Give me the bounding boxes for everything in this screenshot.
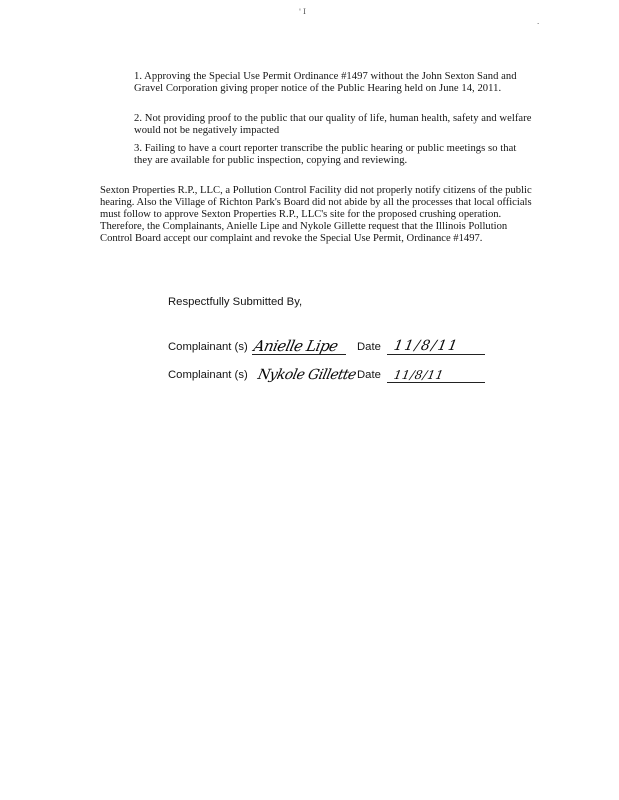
closing-line: Respectfully Submitted By, bbox=[168, 296, 303, 308]
signature-line bbox=[252, 354, 346, 355]
complaint-paragraph: Sexton Properties R.P., LLC, a Pollution Control Facility did not properly notify citizens of the public hearing. Also the Village of Richton Park's Board did not abide by all the processes that local officials must follow to approve Sexton Properties R.P., LLC's site for the proposed crushing operation. Therefore, the Complainants, Anielle Lipe and Nykole Gillette request that the Illinois Pollution Control Board accept our complaint and revoke the Special Use Permit, Ordinance #1497. bbox=[100, 185, 532, 244]
date-label: Date bbox=[357, 369, 381, 381]
handwritten-signature: Nykole Gillette bbox=[256, 367, 358, 383]
page-mark-right: . bbox=[537, 18, 540, 26]
complainant-label: Complainant (s) bbox=[168, 341, 248, 353]
date-line bbox=[387, 354, 485, 355]
date-line bbox=[387, 382, 485, 383]
complaint-item-1: 1. Approving the Special Use Permit Ordinance #1497 without the John Sexton Sand and Gravel Corporation giving proper notice of the Public Hearing held on June 14, 2011. bbox=[134, 71, 517, 94]
signature-row-2 bbox=[168, 361, 498, 385]
page-mark-top: ' I bbox=[299, 8, 306, 16]
complaint-item-3: 3. Failing to have a court reporter transcribe the public hearing or public meetings so that they are available for public inspection, copying and reviewing. bbox=[134, 143, 517, 166]
handwritten-date: 11/8/11 bbox=[392, 338, 460, 354]
complaint-item-2: 2. Not providing proof to the public that our quality of life, human health, safety and welfare would not be negatively impacted bbox=[134, 113, 532, 136]
complainant-label: Complainant (s) bbox=[168, 369, 248, 381]
signature-row-1 bbox=[168, 333, 498, 357]
date-label: Date bbox=[357, 341, 381, 353]
handwritten-signature: Anielle Lipe bbox=[252, 337, 340, 355]
handwritten-date: 11/8/11 bbox=[392, 368, 445, 382]
